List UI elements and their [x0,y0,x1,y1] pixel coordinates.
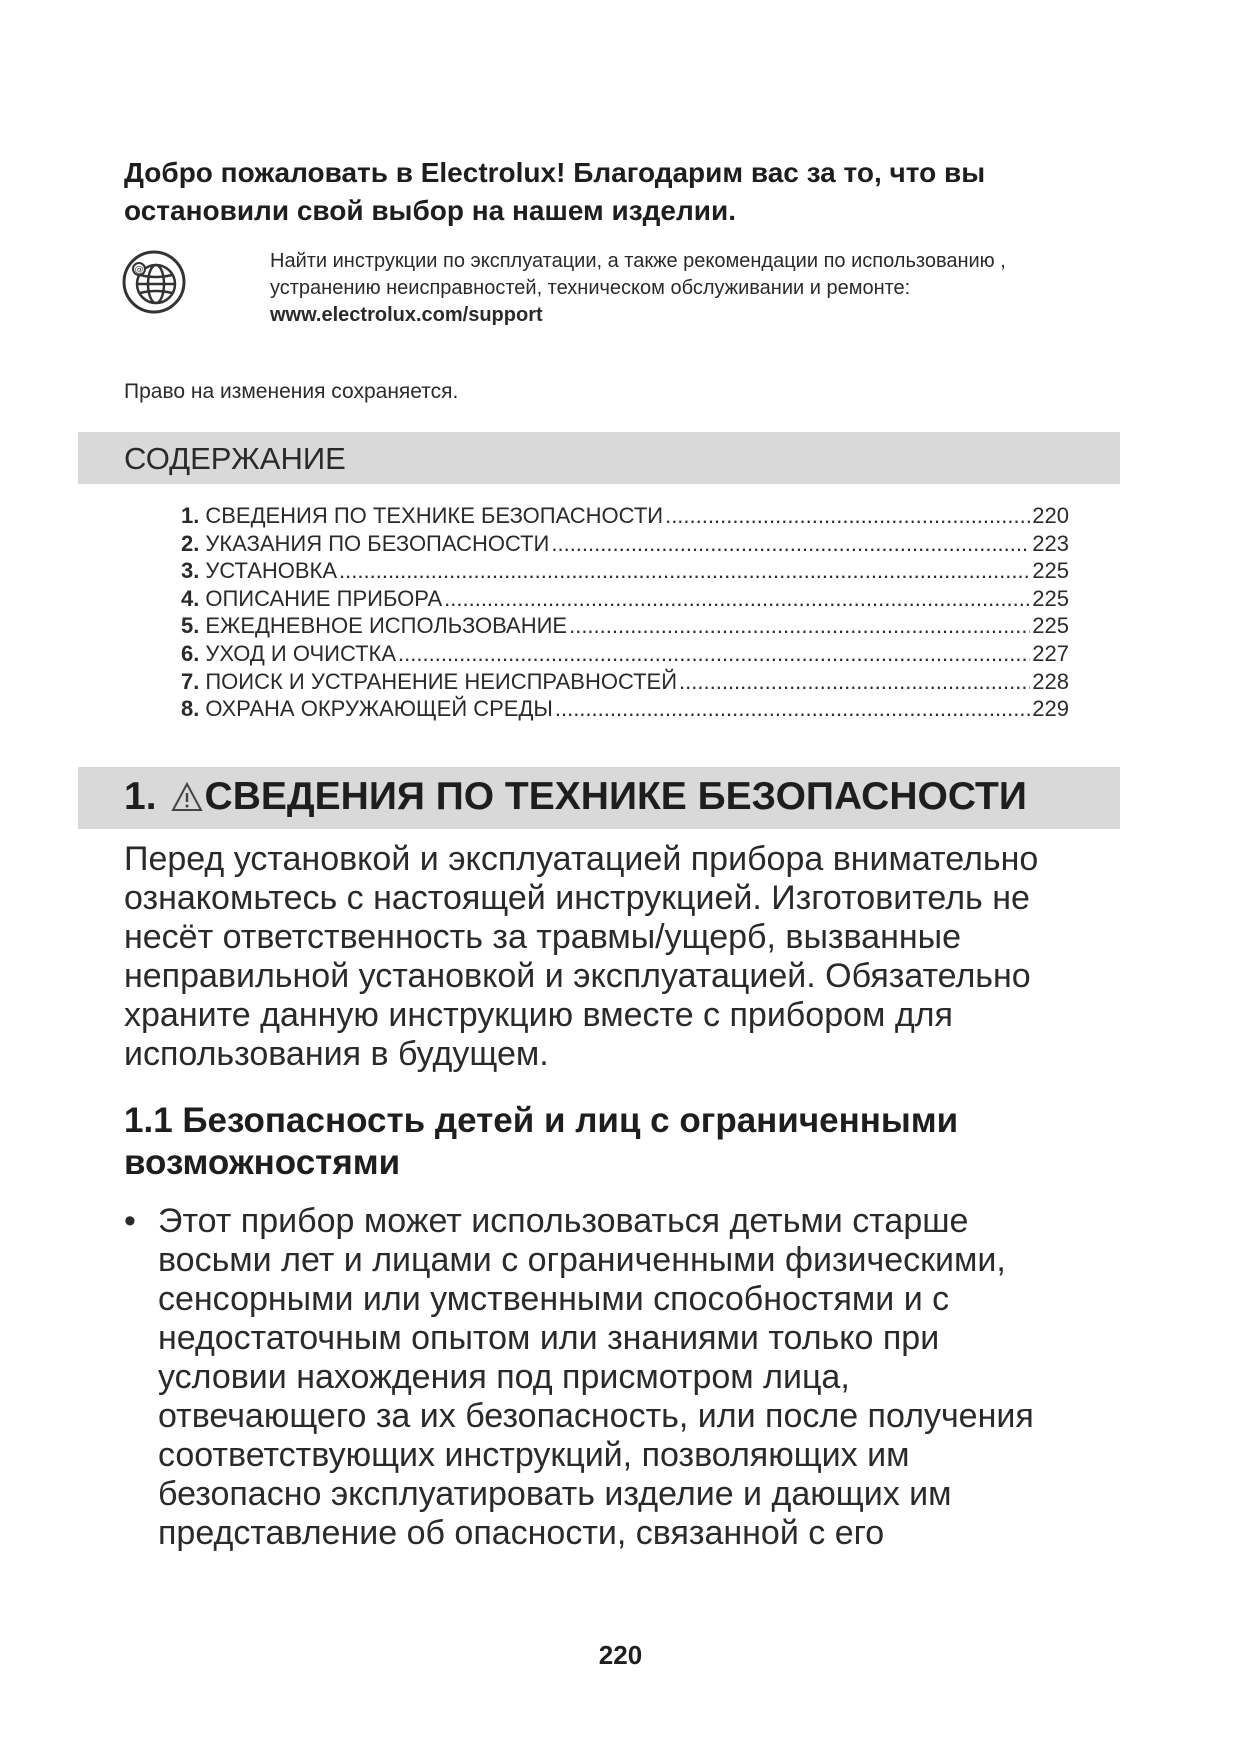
bullet-line: соответствующих инструкций, позволяющих им [158,1436,910,1474]
bullet-item [124,1202,1124,1553]
page-number: 220 [598,1640,643,1670]
toc-leader-dots [569,612,1030,640]
toc-item[interactable] [181,695,1069,723]
bullet-line: недостаточным опытом или знаниями только при [158,1319,940,1357]
toc-item-page: 225 [1032,585,1069,611]
toc-item-label: УКАЗАНИЯ ПО БЕЗОПАСНОСТИ [205,530,550,556]
toc-leader-dots [665,502,1030,530]
bullet-line: сенсорными или умственными способностями и с [158,1280,950,1318]
toc-item-label: УСТАНОВКА [205,558,338,584]
toc-leader-dots [444,585,1030,613]
support-link[interactable]: www.electrolux.com/support [270,304,543,326]
toc-item[interactable] [181,612,1069,640]
toc-item[interactable] [181,585,1069,613]
section-intro [124,840,1124,1074]
toc-item-label: ОПИСАНИЕ ПРИБОРА [205,585,443,611]
bullet-line: отвечающего за их безопасность, или после получения [158,1397,1034,1435]
toc-item[interactable] [181,557,1069,585]
toc-leader-dots [398,640,1030,668]
intro-line: использования в будущем. [124,1035,549,1073]
bullet-line: представление об опасности, связанной с его [158,1514,885,1552]
subsection-title [124,1100,1124,1184]
welcome-line-1: Добро пожаловать в Electrolux! Благодарим вас за то, что вы [124,157,986,188]
subsection-title-line-1: 1.1 Безопасность детей и лиц с ограниченными [124,1101,959,1140]
toc-item-number: 1. [181,503,200,528]
toc-item-number: 2. [181,530,200,556]
rights-notice: Право на изменения сохраняется. [124,380,459,403]
intro-line: ознакомьтесь с настоящей инструкцией. Изготовитель не [124,879,1030,917]
toc-item-number: 3. [181,558,200,584]
bullet-text [158,1202,1118,1553]
toc-item-page: 229 [1032,696,1069,722]
subsection-title-line-2: возможностями [124,1143,401,1182]
toc-item-number: 4. [181,585,200,611]
welcome-line-2: остановили свой выбор на нашем изделии. [124,195,736,226]
toc-item-label: УХОД И ОЧИСТКА [205,640,397,666]
toc-item-label: ЕЖЕДНЕВНОЕ ИСПОЛЬЗОВАНИЕ [205,613,568,639]
bullet-symbol: • [124,1202,136,1240]
svg-text:@: @ [134,265,144,275]
bullet-line: условии нахождения под присмотром лица, [158,1358,850,1396]
toc-item-page: 225 [1032,558,1069,584]
toc-item-label: ОХРАНА ОКРУЖАЮЩЕЙ СРЕДЫ [205,696,553,722]
toc-item-number: 7. [181,668,200,694]
toc-title: СОДЕРЖАНИЕ [124,441,346,476]
bullet-line: безопасно эксплуатировать изделие и дающих им [158,1475,952,1513]
toc-list [181,502,1069,723]
globe-icon [122,250,186,314]
bullet-line: Этот прибор может использоваться детьми старше [158,1202,969,1240]
support-text-line-1: Найти инструкции по эксплуатации, а также рекомендации по использованию , [270,250,1006,272]
toc-item-page: 220 [1032,503,1069,528]
intro-line: несёт ответственность за травмы/ущерб, вызванные [124,918,961,956]
toc-item-number: 8. [181,696,200,722]
toc-item[interactable] [181,530,1069,558]
toc-item[interactable] [181,668,1069,696]
toc-item-page: 223 [1032,530,1069,556]
toc-item[interactable] [181,502,1069,530]
toc-item-label: СВЕДЕНИЯ ПО ТЕХНИКЕ БЕЗОПАСНОСТИ [205,503,664,528]
toc-item-page: 227 [1032,640,1069,666]
toc-item-page: 225 [1032,613,1069,639]
toc-item-number: 5. [181,613,200,639]
toc-item-number: 6. [181,640,200,666]
warning-icon [171,782,203,812]
toc-leader-dots [339,557,1030,585]
bullet-line: восьми лет и лицами с ограниченными физическими, [158,1241,1006,1279]
intro-line: неправильной установкой и эксплуатацией. Обязательно [124,957,1031,995]
intro-line: Перед установкой и эксплуатацией прибора внимательно [124,840,1039,878]
intro-line: храните данную инструкцию вместе с прибором для [124,996,953,1034]
welcome-heading [124,154,1124,230]
toc-item[interactable] [181,640,1069,668]
section-number: 1. [124,775,157,818]
toc-leader-dots [551,530,1030,558]
section-title-text: СВЕДЕНИЯ ПО ТЕХНИКЕ БЕЗОПАСНОСТИ [204,775,1027,818]
toc-item-page: 228 [1032,668,1069,694]
section-title [124,774,1027,820]
toc-leader-dots [679,668,1030,696]
toc-item-label: ПОИСК И УСТРАНЕНИЕ НЕИСПРАВНОСТЕЙ [205,668,678,694]
toc-leader-dots [555,695,1030,723]
support-text-line-2: устранению неисправностей, техническом обслуживании и ремонте: [270,277,911,299]
support-info [270,248,1130,329]
